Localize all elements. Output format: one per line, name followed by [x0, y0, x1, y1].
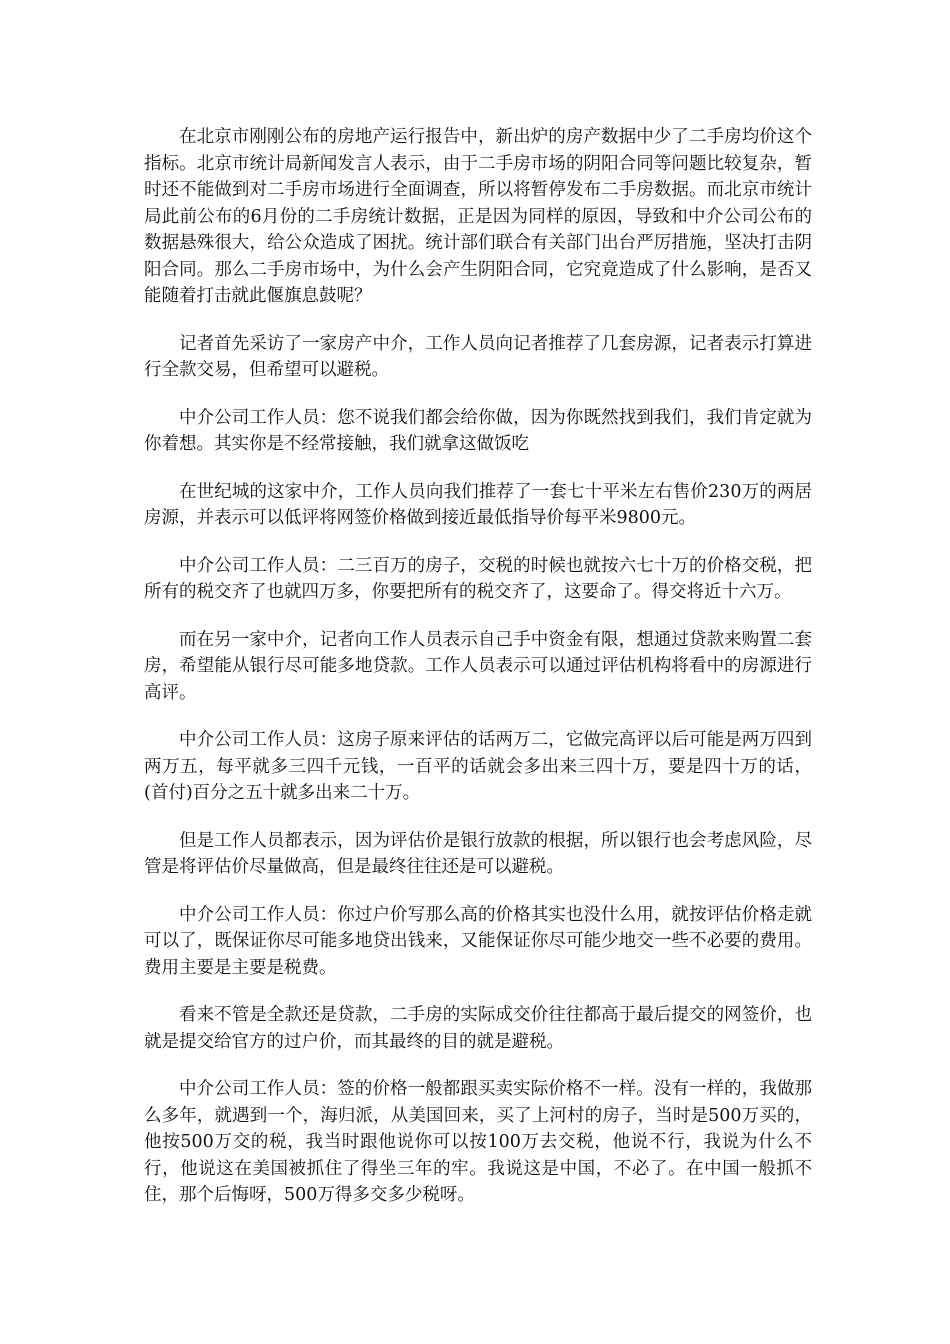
paragraph-quote: 中介公司工作人员：这房子原来评估的话两万二，它做完高评以后可能是两万四到两万五，每平就多三四千元钱，一百平的话就会多出来三四十万，要是四十万的话，(首付)百分之五十就多出来二十万。: [144, 730, 812, 803]
paragraph-quote: 中介公司工作人员：你过户价写那么高的价格其实也没什么用，就按评估价格走就可以了，既保证你尽可能多地贷出钱来，又能保证你尽可能少地交一些不必要的费用。费用主要是主要是税费。: [144, 904, 812, 978]
paragraph: 而在另一家中介，记者向工作人员表示自己手中资金有限，想通过贷款来购置二套房，希望能从银行尽可能多地贷款。工作人员表示可以通过评估机构将看中的房源进行高评。: [144, 629, 812, 703]
paragraph: 记者首先采访了一家房产中介，工作人员向记者推荐了几套房源，记者表示打算进行全款交易，但希望可以避税。: [144, 333, 812, 380]
paragraph-quote: 中介公司工作人员：二三百万的房子，交税的时候也就按六七十万的价格交税，把所有的税交齐了也就四万多，你要把所有的税交齐了，这要命了。得交将近十六万。: [144, 555, 812, 602]
paragraph-quote: 中介公司工作人员：签的价格一般都跟买卖实际价格不一样。没有一样的，我做那么多年，就遇到一个，海归派，从美国回来，买了上河村的房子，当时是500万买的，他按500万交的税，我当时跟他说你可以按100万去交税，他说不行，我说为什么不行，他说这在美国被抓住了得坐三年的牢。我说这是中国，不必了。在中国一般抓不住，那个后悔呀，500万得多交多少税呀。: [144, 1079, 812, 1205]
paragraph-quote: 中介公司工作人员：您不说我们都会给你做，因为你既然找到我们，我们肯定就为你着想。其实你是不经常接触，我们就拿这做饭吃: [144, 407, 812, 454]
paragraph-intro: 在北京市刚刚公布的房地产运行报告中，新出炉的房产数据中少了二手房均价这个指标。北京市统计局新闻发言人表示，由于二手房市场的阴阳合同等问题比较复杂，暂时还不能做到对二手房市场进行全面调查，所以将暂停发布二手房数据。而北京市统计局此前公布的6月份的二手房统计数据，正是因为同样的原因，导致和中介公司公布的数据悬殊很大，给公众造成了困扰。统计部们联合有关部门出台严厉措施，坚决打击阴阳合同。那么二手房市场中，为什么会产生阴阳合同，它究竟造成了什么影响，是否又能随着打击就此偃旗息鼓呢？: [144, 127, 812, 306]
paragraph: 在世纪城的这家中介，工作人员向我们推荐了一套七十平米左右售价230万的两居房源，并表示可以低评将网签价格做到接近最低指导价每平米9800元。: [144, 481, 812, 528]
paragraph: 但是工作人员都表示，因为评估价是银行放款的根据，所以银行也会考虑风险，尽管是将评估价尽量做高，但是最终往往还是可以避税。: [144, 830, 812, 877]
paragraph: 看来不管是全款还是贷款，二手房的实际成交价往往都高于最后提交的网签价，也就是提交给官方的过户价，而其最终的目的就是避税。: [144, 1005, 812, 1052]
article-body: [144, 124, 812, 1230]
